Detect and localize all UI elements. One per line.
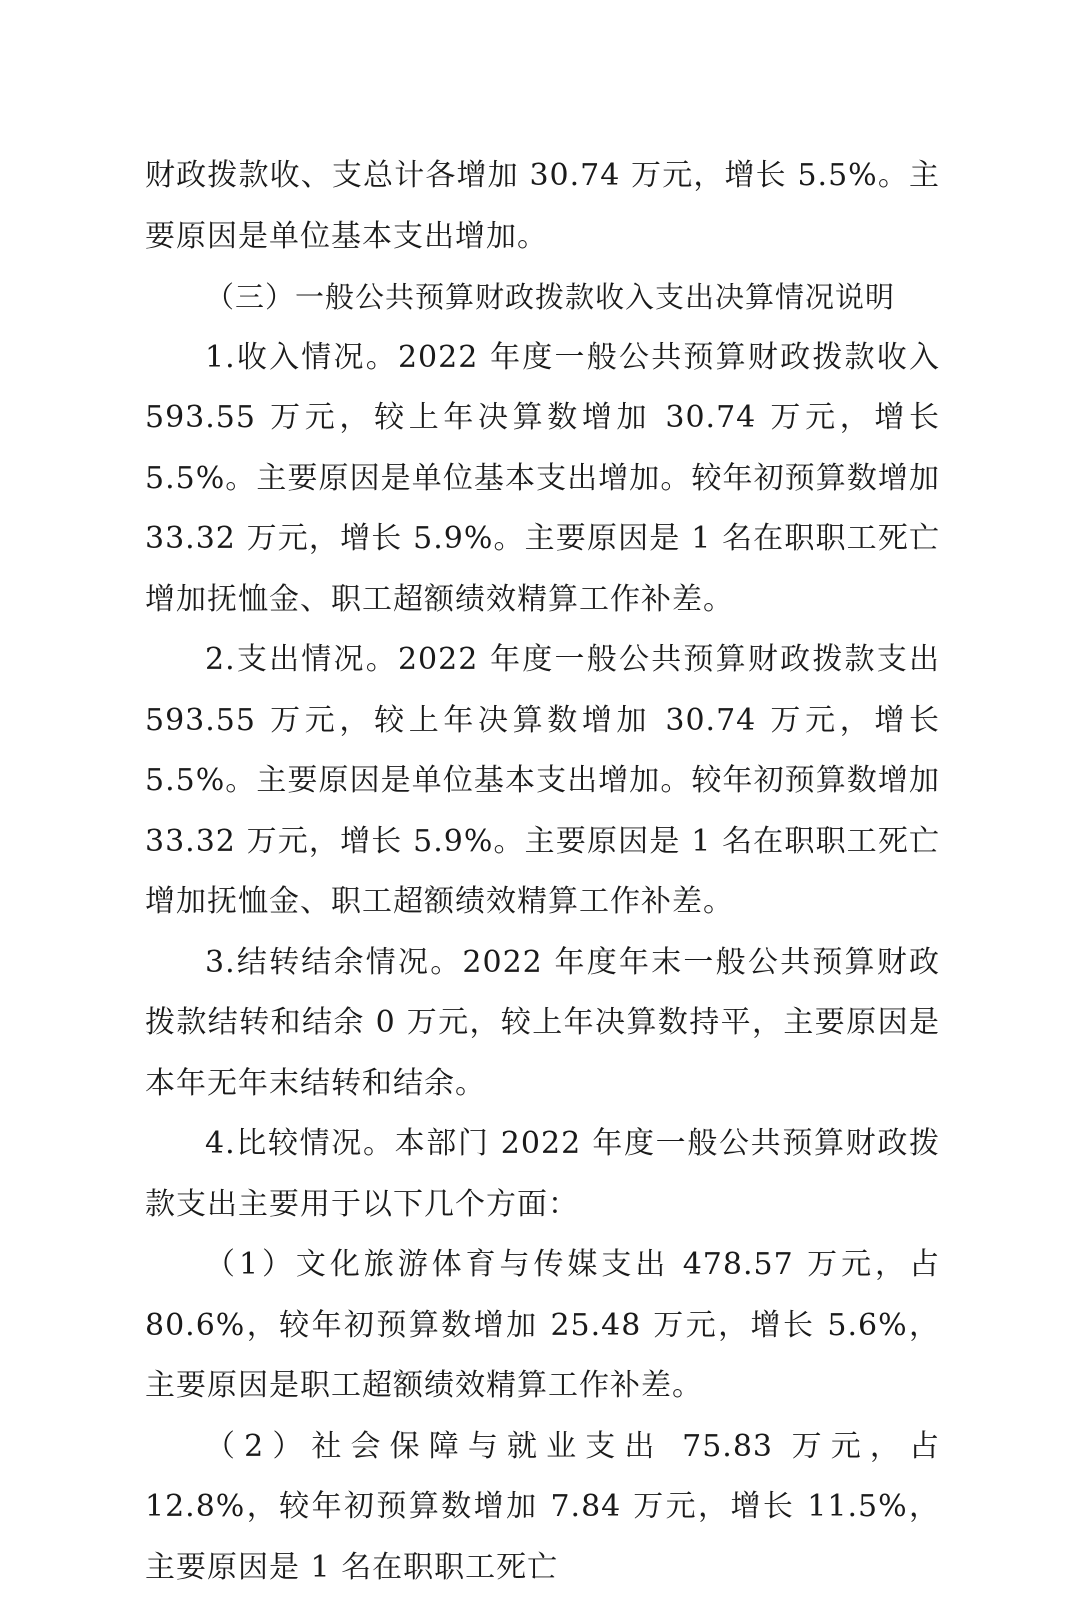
paragraph-income: 1.收入情况。2022 年度一般公共预算财政拨款收入 593.55 万元，较上年决算数增加 30.74 万元，增长 5.5%。主要原因是单位基本支出增加。较年初预算数增加 33.32 万元，增长 5.9%。主要原因是 1 名在职职工死亡增加抚恤金、职工超额绩效精算工作补差。 — [145, 328, 940, 631]
paragraph-item-social: （2）社会保障与就业支出 75.83 万元，占 12.8%，较年初预算数增加 7.84 万元，增长 11.5%，主要原因是 1 名在职职工死亡 — [145, 1417, 940, 1598]
paragraph-expenditure: 2.支出情况。2022 年度一般公共预算财政拨款支出 593.55 万元，较上年决算数增加 30.74 万元，增长 5.5%。主要原因是单位基本支出增加。较年初预算数增加 33.32 万元，增长 5.9%。主要原因是 1 名在职职工死亡增加抚恤金、职工超额绩效精算工作补差。 — [145, 630, 940, 933]
paragraph-summary: 财政拨款收、支总计各增加 30.74 万元，增长 5.5%。主要原因是单位基本支出增加。 — [145, 146, 940, 267]
paragraph-item-culture: （1）文化旅游体育与传媒支出 478.57 万元，占 80.6%，较年初预算数增加 25.48 万元，增长 5.6%，主要原因是职工超额绩效精算工作补差。 — [145, 1235, 940, 1417]
paragraph-comparison: 4.比较情况。本部门 2022 年度一般公共预算财政拨款支出主要用于以下几个方面： — [145, 1114, 940, 1235]
document-page — [145, 146, 940, 1598]
section-heading: （三）一般公共预算财政拨款收入支出决算情况说明 — [145, 267, 940, 328]
paragraph-carryover: 3.结转结余情况。2022 年度年末一般公共预算财政拨款结转和结余 0 万元，较上年决算数持平，主要原因是本年无年末结转和结余。 — [145, 933, 940, 1115]
